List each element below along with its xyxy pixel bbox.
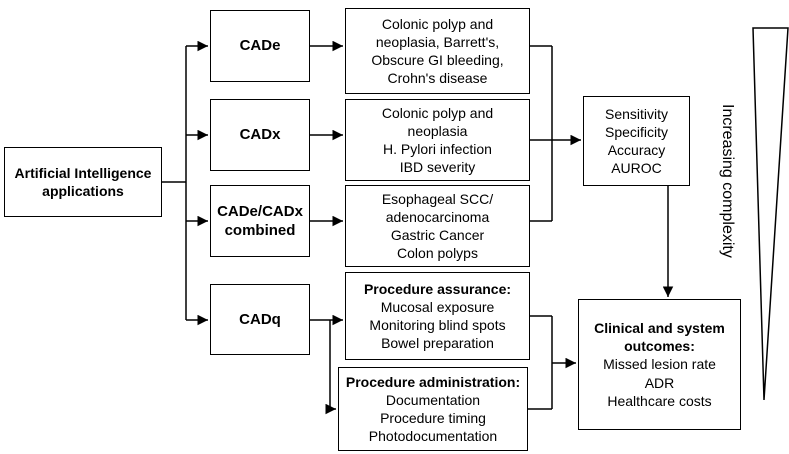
text-line: neoplasia xyxy=(407,122,468,139)
text-line: Crohn's disease xyxy=(387,70,488,87)
text-line: AUROC xyxy=(611,160,662,177)
text-line: Obscure GI bleeding, xyxy=(371,52,504,68)
complexity-triangle xyxy=(753,28,788,400)
text-line: Bowel preparation xyxy=(381,335,494,352)
text-line: Procedure timing xyxy=(380,410,486,426)
node-procedure-administration-title: Procedure administration: xyxy=(345,373,521,390)
node-cade-indications xyxy=(345,8,530,94)
text-line: Colonic polyp and xyxy=(381,15,494,32)
text-line: Gastric Cancer xyxy=(390,227,485,243)
text-line: Specificity xyxy=(604,123,669,140)
node-cadq-label: CADq xyxy=(239,310,281,328)
node-combined-indications xyxy=(345,185,530,267)
node-ai-applications xyxy=(4,147,162,217)
complexity-label: Increasing complexity xyxy=(719,104,736,258)
text-line: Sensitivity xyxy=(604,105,669,122)
text-line: Missed lesion rate xyxy=(603,356,716,373)
node-procedure-assurance xyxy=(345,272,530,360)
text-line: adenocarcinoma xyxy=(385,208,490,225)
node-ai-applications-label-line2: applications xyxy=(42,183,124,199)
node-ai-applications-label-line1: Artificial Intelligence xyxy=(14,164,152,181)
node-clinical-outcomes-title-line2: outcomes: xyxy=(624,338,695,355)
node-cadx xyxy=(210,99,310,171)
node-combined-label-line1: CADe/CADx xyxy=(217,202,303,220)
node-cade-label: CADe xyxy=(239,37,281,55)
text-line: Colon polyps xyxy=(397,245,478,262)
text-line: neoplasia, Barrett's, xyxy=(375,33,500,50)
node-combined-label-line2: combined xyxy=(224,222,296,239)
node-clinical-outcomes xyxy=(578,299,741,430)
node-cade-cadx-combined xyxy=(210,185,310,257)
text-line: Mucosal exposure xyxy=(380,298,495,315)
node-cadq xyxy=(210,284,310,355)
text-line: Colonic polyp and xyxy=(381,104,494,121)
text-line: ADR xyxy=(644,374,675,391)
node-procedure-administration xyxy=(338,367,528,451)
text-line: Documentation xyxy=(385,391,481,408)
text-line: H. Pylori infection xyxy=(383,141,492,157)
text-line: Esophageal SCC/ xyxy=(381,190,494,207)
node-performance-metrics xyxy=(583,96,690,186)
text-line: Photodocumentation xyxy=(368,428,498,445)
text-line: Monitoring blind spots xyxy=(369,317,506,333)
node-cadx-label: CADx xyxy=(239,126,281,144)
node-clinical-outcomes-title-line1: Clinical and system xyxy=(594,320,725,337)
node-cade xyxy=(210,10,310,82)
text-line: Accuracy xyxy=(607,142,666,158)
text-line: IBD severity xyxy=(399,159,476,176)
text-line: Healthcare costs xyxy=(607,392,712,409)
node-procedure-assurance-title: Procedure assurance: xyxy=(363,280,512,297)
node-cadx-indications xyxy=(345,99,530,181)
